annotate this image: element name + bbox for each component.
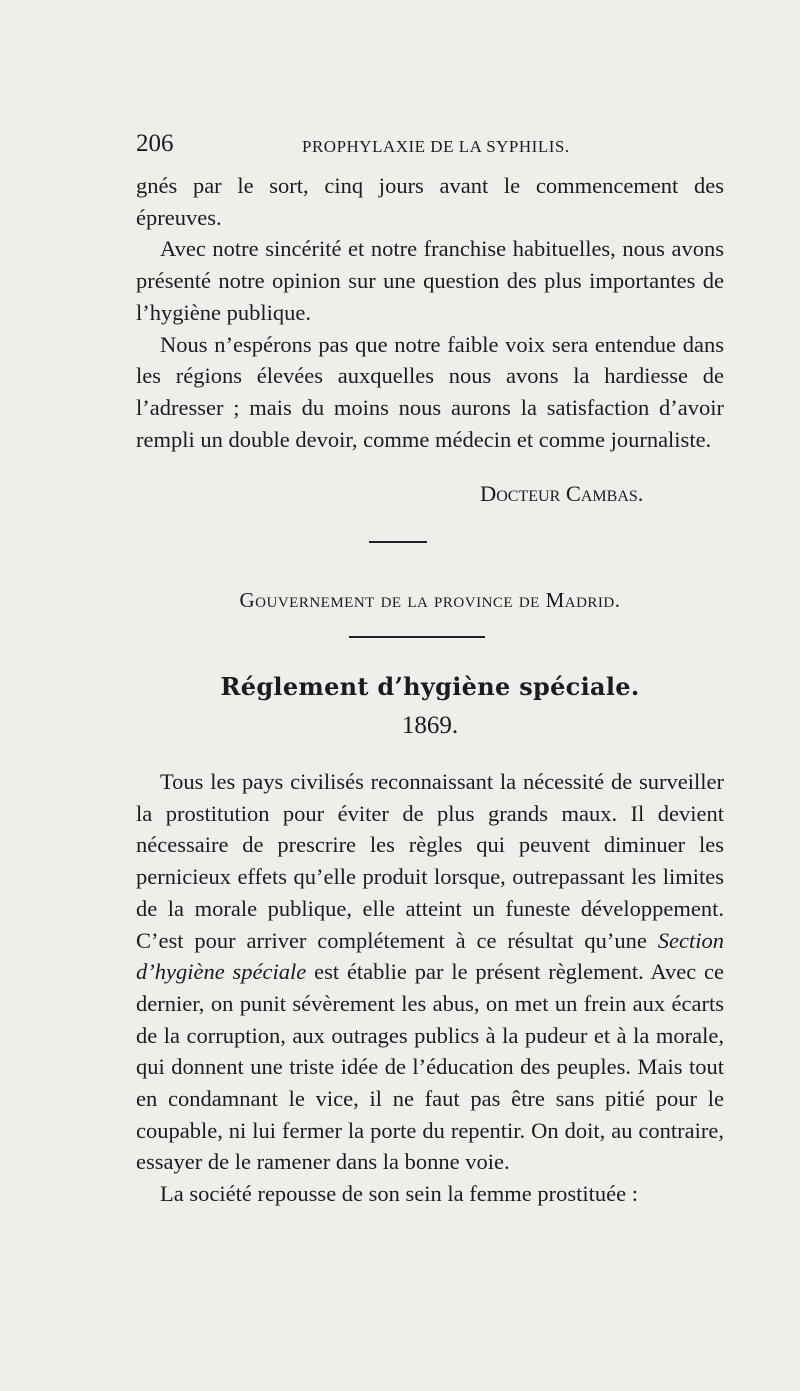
text-block-main — [136, 766, 724, 1210]
page-number: 206 — [136, 130, 174, 157]
running-title: PROPHYLAXIE DE LA SYPHILIS. — [302, 137, 570, 156]
paragraph-opinion: Avec notre sincérité et notre franchise habituelles, nous avons présenté notre opinion sur une question des plus importantes de l’hygiène publique. — [136, 236, 724, 325]
paragraph-main-part1: Tous les pays civilisés reconnaissant la nécessité de surveiller la prostitution pour éviter de plus grands maux. Il devient nécessaire de prescrire les règles qui peuvent diminuer les pernicieux effets qu’elle produit lorsque, outrepassant les limites de la morale publique, elle atteint un funeste développement. C’est pour arriver complétement à ce résultat qu’une — [136, 769, 724, 953]
paragraph-hope: Nous n’espérons pas que notre faible voix sera entendue dans les régions élevées auxquelles nous avons la hardiesse de l’adresser ; mais du moins nous aurons la satisfaction d’avoir rempli un double devoir, comme médecin et comme journaliste. — [136, 331, 724, 452]
regulation-title: Réglement d’hygiène spéciale. — [220, 672, 640, 701]
paragraph-main — [136, 766, 724, 1178]
paragraph-main-part2: est établie par le présent règlement. Avec ce dernier, on punit sévèrement les abus, on met un frein aux écarts de la corruption, aux outrages publics à la pudeur et à la morale, qui donnent une triste idée de l’éducation des peuples. Mais tout en condamnant le vice, il ne faut pas être sans pitié pour le coupable, ni lui fermer la porte du repentir. On doit, au contraire, essayer de le ramener dans la bonne voie. — [136, 959, 725, 1175]
italic-section-name: Section d’hygiène spéciale — [136, 927, 724, 985]
year-heading: 1869. — [401, 712, 459, 739]
paragraph-last: La société repousse de son sein la femme prostituée : — [160, 1181, 638, 1207]
paragraph-continuation: gnés par le sort, cinq jours avant le commencement des épreuves. — [136, 173, 724, 230]
divider-long — [349, 636, 485, 638]
text-block-top — [136, 170, 724, 455]
signature: Docteur Cambas. — [480, 481, 644, 506]
page-header — [136, 130, 726, 164]
section-heading: Gouvernement de la province de Madrid. — [239, 588, 621, 612]
divider-short — [369, 541, 427, 543]
